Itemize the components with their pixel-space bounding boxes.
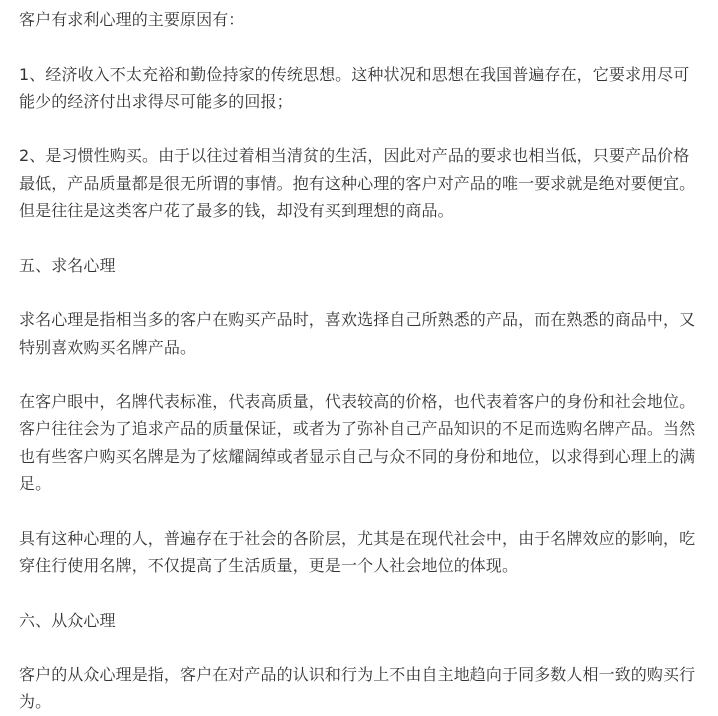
reason-one-paragraph: 1、经济收入不太充裕和勤俭持家的传统思想。这种状况和思想在我国普遍存在，它要求用尽可能少的经济付出求得尽可能多的回报； — [19, 64, 690, 111]
intro-paragraph: 客户有求利心理的主要原因有： — [19, 10, 245, 29]
section-heading-fame-seeking: 五、求名心理 — [19, 255, 116, 275]
reason-two-paragraph: 2、是习惯性购买。由于以往过着相当清贫的生活，因此对产品的要求也相当低，只要产品价格最低，产品质量都是很无所谓的事情。抱有这种心理的客户对产品的唯一要求就是绝对要便宜。但是往往是这类客户花了最多的钱，却没有买到理想的商品。 — [19, 146, 696, 221]
fame-definition-paragraph: 求名心理是指相当多的客户在购买产品时，喜欢选择自己所熟悉的产品，而在熟悉的商品中，又特别喜欢购买名牌产品。 — [19, 310, 696, 357]
conformity-definition-paragraph: 客户的从众心理是指，客户在对产品的认识和行为上不由自主地趋向于同多数人相一致的购买行为。 — [19, 665, 696, 712]
brand-influence-paragraph: 具有这种心理的人，普遍存在于社会的各阶层，尤其是在现代社会中，由于名牌效应的影响，吃穿住行使用名牌，不仅提高了生活质量，更是一个人社会地位的体现。 — [19, 528, 696, 575]
article-body — [19, 6, 699, 716]
section-heading-conformity: 六、从众心理 — [19, 610, 116, 630]
brand-meaning-paragraph: 在客户眼中，名牌代表标准，代表高质量，代表较高的价格，也代表着客户的身份和社会地位。客户往往会为了追求产品的质量保证，或者为了弥补自己产品知识的不足而选购名牌产品。当然也有些客户购买名牌是为了炫耀阔绰或者显示自己与众不同的身份和地位，以求得到心理上的满足。 — [19, 392, 696, 494]
